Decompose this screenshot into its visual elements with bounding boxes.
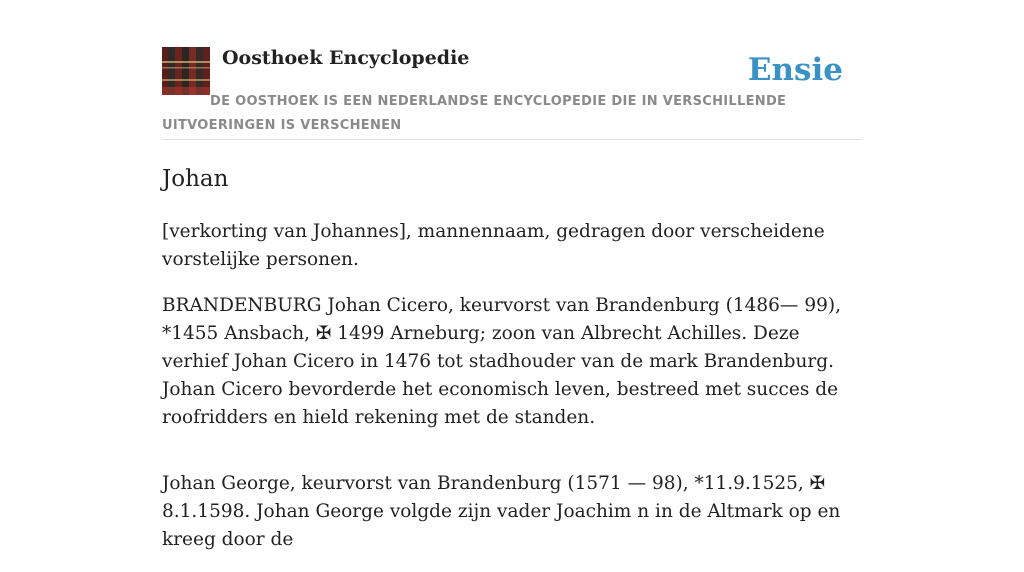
article-paragraph-johan-george: Johan George, keurvorst van Brandenburg (1571 — 98), *11.9.1525, ✠ 8.1.1598. Johan George volgde zijn vader Joachim n in de Altmark op en kreeg door de: [162, 473, 841, 550]
article: [162, 164, 862, 572]
book-spines-icon[interactable]: [162, 47, 210, 95]
article-title: Johan: [162, 166, 229, 192]
ensie-logo-link[interactable]: Ensie: [747, 52, 843, 88]
site-title[interactable]: Oosthoek Encyclopedie: [222, 47, 470, 69]
article-paragraph-intro: [verkorting van Johannes], mannennaam, gedragen door verscheidene vorstelijke personen.: [162, 221, 825, 270]
article-paragraph-johan-cicero: BRANDENBURG Johan Cicero, keurvorst van Brandenburg (1486— 99), *1455 Ansbach, ✠ 1499 Arneburg; zoon van Albrecht Achilles. Deze verhief Johan Cicero in 1476 tot stadhouder van de mark Brandenburg. Johan Cicero bevorderde het economisch leven, bestreed met succes de roofridders en hield rekening met de standen.: [162, 295, 841, 428]
site-header: [162, 40, 862, 140]
site-tagline: DE OOSTHOEK IS EEN NEDERLANDSE ENCYCLOPEDIE DIE IN VERSCHILLENDE UITVOERINGEN IS VERSCHENEN: [162, 94, 787, 133]
